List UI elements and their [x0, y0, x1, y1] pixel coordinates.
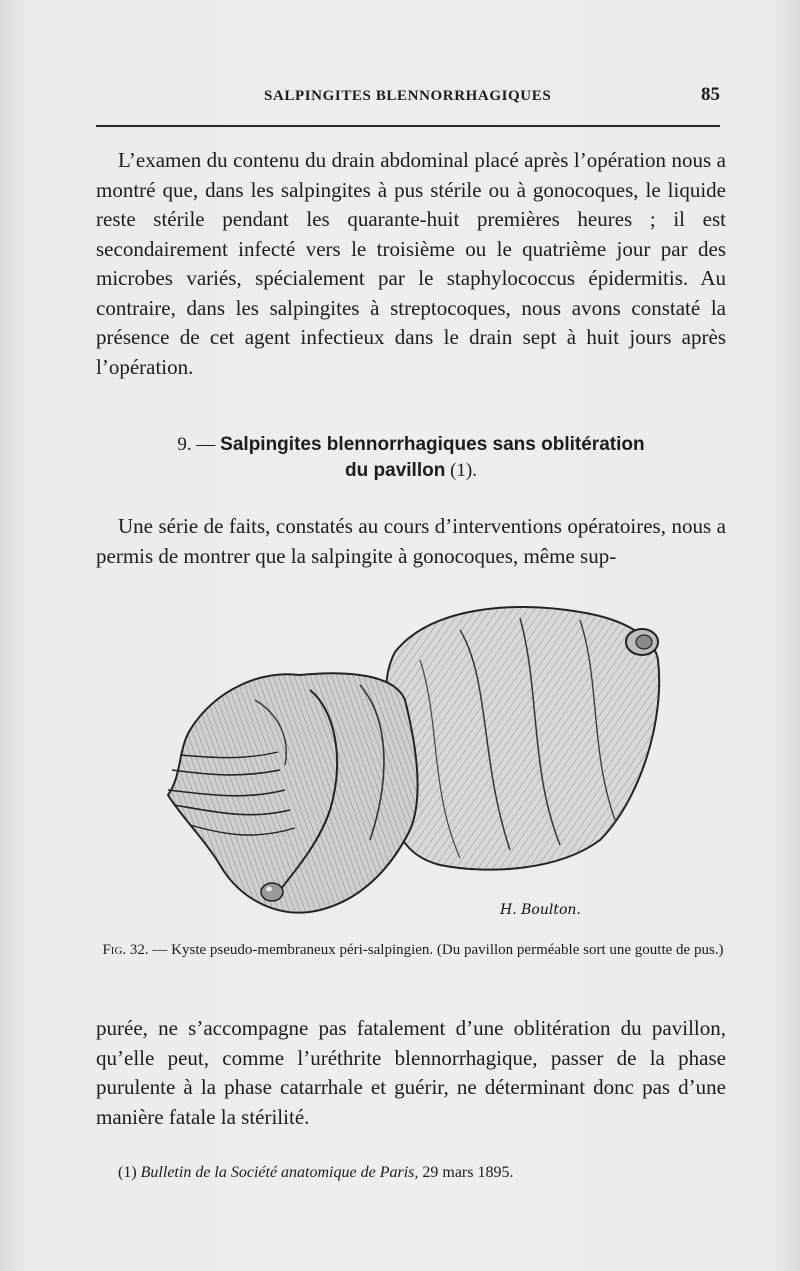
paragraph-series-of-facts: Une série de faits, constatés au cours d’interventions opératoires, nous a permis de montrer que la salpingite à gonocoques, même sup-: [96, 514, 726, 568]
footnote-date: 29 mars 1895.: [422, 1164, 514, 1181]
artist-signature: H. Boulton.: [500, 902, 581, 918]
running-head: SALPINGITES BLENNORRHAGIQUES: [264, 88, 552, 104]
paragraph-drain-examination: L’examen du contenu du drain abdominal placé après l’opération nous a montré que, dans les salpingites à pus stérile ou à gonocoques, le liquide reste stérile pendant les quarante-huit premières heures ; il est secondairement infecté vers le troisième ou le quatrième jour par des microbes variés, spécialement par le staphylococcus épidermitis. Au contraire, dans les salpingites à streptocoques, nous avons constaté la présence de cet agent infectieux dans le drain sept à huit jours après l’opération.: [96, 148, 726, 379]
figure-caption: [96, 940, 730, 960]
salpingian-cyst-drawing: [160, 600, 670, 930]
header-rule: [96, 125, 720, 127]
section-number: 9. —: [177, 434, 216, 455]
section-title-line2: du pavillon: [345, 460, 446, 481]
section-title-line1: Salpingites blennorrhagiques sans oblitération: [220, 434, 645, 455]
footnote: [118, 1163, 718, 1183]
footnote-marker: (1): [118, 1164, 137, 1181]
section-note-ref: (1).: [450, 460, 477, 481]
page-header: [96, 84, 720, 112]
figure-caption-text: Kyste pseudo-membraneux péri-salpingien. (Du pavillon perméable sort une goutte de pus.): [171, 942, 724, 958]
footnote-source: Bulletin de la Société anatomique de Paris,: [140, 1164, 419, 1181]
page-number: 85: [701, 84, 720, 105]
figure-label: Fig. 32. —: [102, 942, 168, 958]
figure-illustration: [160, 600, 670, 930]
section-heading: [96, 432, 726, 484]
paragraph-continuation: purée, ne s’accompagne pas fatalement d’une oblitération du pavillon, qu’elle peut, comme l’uréthrite blennorrhagique, passer de la phase purulente à la phase catarrhale et guérir, ne déterminant donc pas d’une manière fatale la stérilité.: [96, 1016, 726, 1129]
